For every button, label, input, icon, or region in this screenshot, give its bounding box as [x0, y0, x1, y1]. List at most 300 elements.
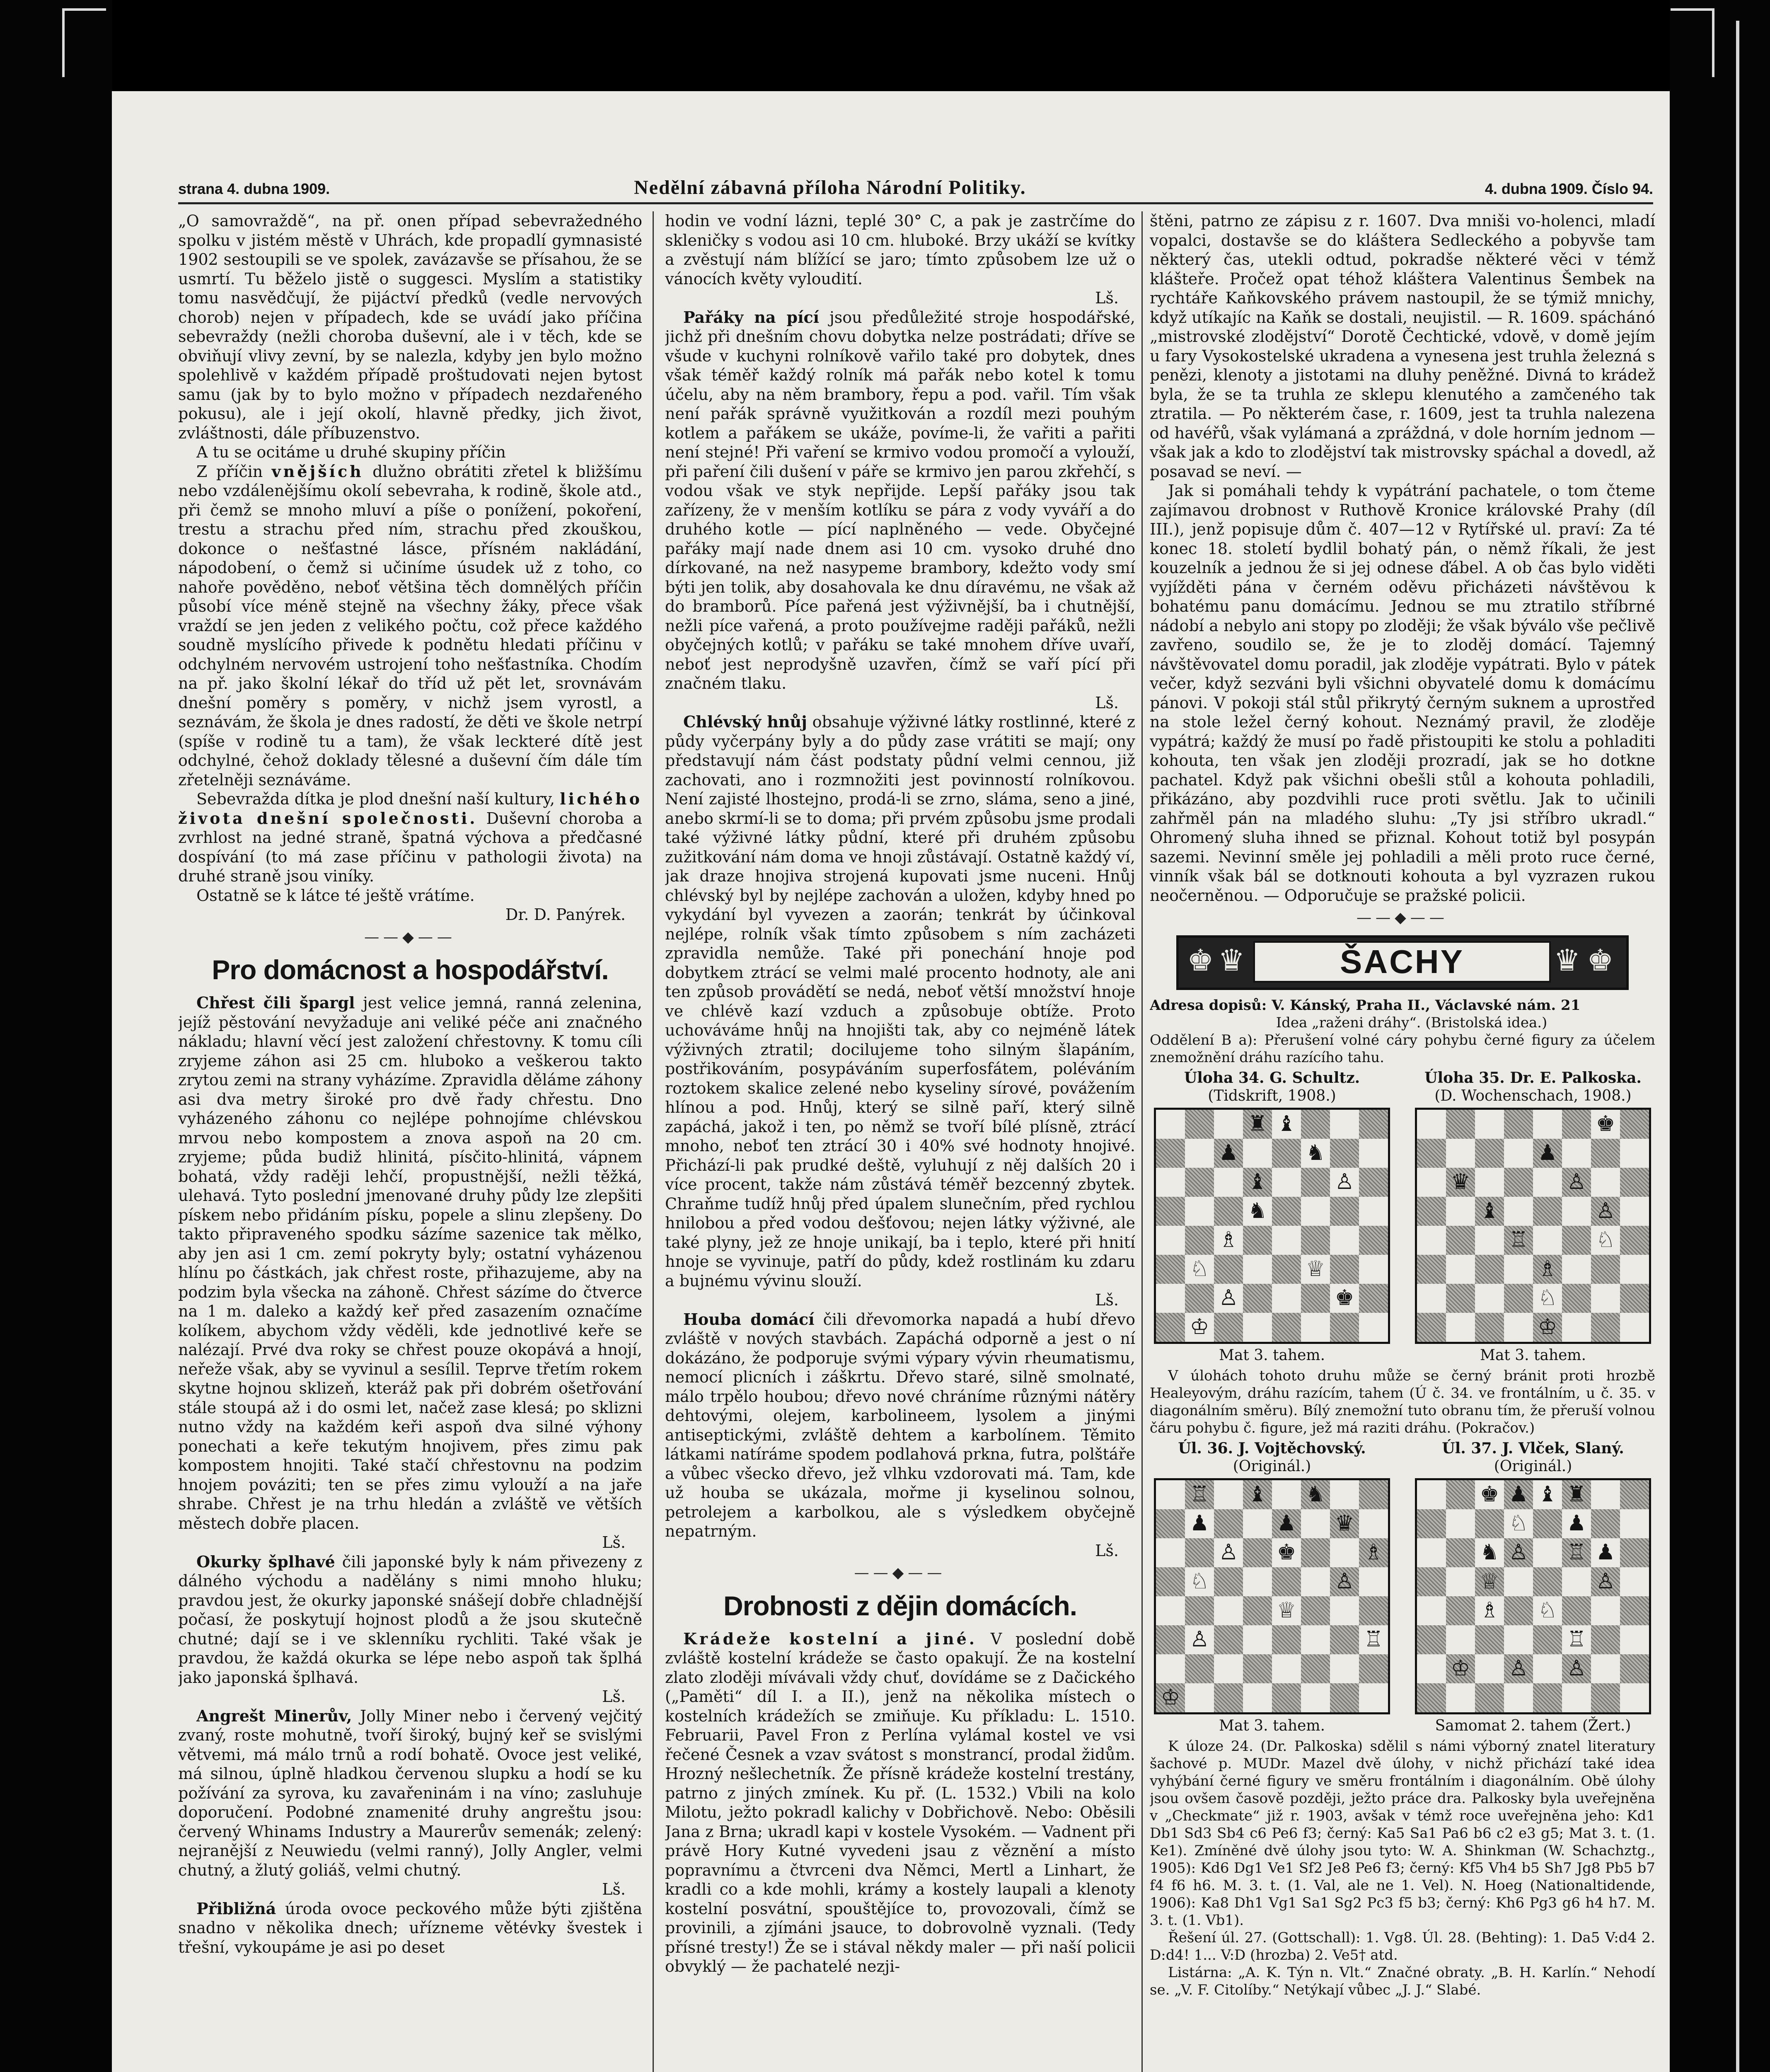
board-square [1156, 1226, 1185, 1255]
board-square [1533, 1538, 1562, 1567]
board-square [1243, 1509, 1272, 1538]
scan-border-right [1670, 0, 1770, 2072]
board-square [1214, 1255, 1243, 1284]
article-paragraph: Jak si pomáhali tehdy k vypátrání pachatele, o tom čteme zajímavou drobnost v Ruthově Kronice královské Prahy (díl III.), jenž popisuje dům č. 407—12 v Rytířské ul. praví: Za té konec 18. století bydlil bohatý pán, o němž říkali, že jest kouzelník a jednou že si jej odnese ďábel. A ob čas bylo viděti vyjížděti pána v černém oděvu přicházeti návštěvou k bohatému panu domácímu. Jednou se mu ztratilo stříbrné nádobí a nebylo ani stopy po zloději; že však býválo vše pečlivě zavřeno, soudilo se, že je to zloděj domácí. Tajemný návštěvovatel domu poradil, jak zloděje vypátrati. Bylo v pátek večer, když sezváni byli všichni obyvatelé domu k domácímu pánovi. V pokoji stál stůl přikrytý černým suknem a uprostřed na stole ležel černý kohout. Neznámý pravil, že zloděje vypátrá; každý že musí po řadě přistoupiti ke stolu a pohladiti kohouta, ten však jen zloději prozradí, jak se ho dotkne pachatel. Když pak všichni obešli stůl a kohouta pohladili, přikázáno, aby pozdvihli ruce proti světlu. Jak to učinili zahřměl pán na mladého sluhu: „Ty jsi stříbro ukradl.“ Ohromený sluha ihned se přiznal. Kohout totiž byl posypán sazemi. Nevinní směle jej pohladili a měli proto ruce černé, vinník však bál se dotknouti kohouta a byl vyzrazen rukou neočerněnou. — Odporučuje se pražské policii. [1150, 482, 1655, 905]
column-3 [1150, 211, 1655, 2072]
board-square [1156, 1139, 1185, 1168]
chess-letters: Listárna: „A. K. Týn n. Vlt.“ Značné obraty. „B. H. Karlín.“ Nehodí se. „V. F. Citolíby.“ Netýkají vůbec „J. J.“ Slabé. [1150, 1964, 1655, 1998]
board-square: ♗ [1475, 1596, 1504, 1625]
board-square [1533, 1654, 1562, 1683]
board-square [1417, 1255, 1446, 1284]
article-paragraph: Přibližná úroda ovoce peckového může býti zjištěna snadno v několika dnech; uřízneme větévky švestek i třešní, vykoupáme je asi po deset [178, 1899, 642, 1956]
article-paragraph: Z příčin vnějších dlužno obrátiti zřetel k bližšímu nebo vzdálenějšímu okolí sebevraha, k rodině, škole atd., při čemž se mnoho mluví a píše o ponížení, pokoření, trestu a strachu před ním, strachu před zkouškou, dokonce o nešťastné lásce, přísném nakládání, nápodobení, o čemž si učiníme úsudek už z toho, co nahoře pověděno, neboť většina těch domnělých příčin působí více méně stejně na všechny žáky, přece však vraždí se jen jeden z velikého počtu, což přece každého soudně myslícího přivede k podnětu hledati příčinu v odchylném nervovém ustrojení toho nešťastníka. Chodím na př. jako školní lékař do tříd už pět let, srovnávám dnešní poměry s poměry, v nichž jsem vyrostl, a seznávám, že škola je dnes radostí, že děti ve škole netrpí (spíše v rodině tu a tam), že však leckteré dítě jest odchylné, čehož doklady tělesné a duševní čím dále tím zřetelněji seznáváme. [178, 462, 642, 789]
board-square [1185, 1197, 1214, 1226]
chess-problems-top [1150, 1069, 1655, 1365]
board-square [1417, 1683, 1446, 1712]
board-square [1620, 1139, 1649, 1168]
board-square [1475, 1313, 1504, 1342]
problem-title: Úl. 37. J. Vlček, Slaný. [1442, 1439, 1624, 1457]
author-signature: Lš. [1095, 289, 1119, 307]
board-square: ♘ [1533, 1284, 1562, 1313]
board-square [1214, 1596, 1243, 1625]
board-square [1417, 1110, 1446, 1139]
board-square [1620, 1284, 1649, 1313]
board-square [1214, 1625, 1243, 1654]
author-signature: Lš. [1095, 1541, 1119, 1560]
board-square [1562, 1197, 1591, 1226]
board-square [1272, 1567, 1301, 1596]
board-square [1475, 1139, 1504, 1168]
board-square [1272, 1139, 1301, 1168]
board-square: ♜ [1243, 1110, 1272, 1139]
ornament-divider: ——◆—— [1357, 909, 1448, 926]
board-square [1301, 1226, 1330, 1255]
board-square [1504, 1567, 1533, 1596]
board-square [1185, 1596, 1214, 1625]
chess-problem [1411, 1069, 1655, 1365]
board-square [1591, 1139, 1620, 1168]
board-square: ♟ [1272, 1509, 1301, 1538]
board-square: ♖ [1359, 1625, 1388, 1654]
author-signature: Dr. D. Panýrek. [505, 905, 626, 924]
article-paragraph: štěni, patrno ze zápisu z r. 1607. Dva mniši vo-holenci, mladí vopalci, dostavše se do kláštera Sedleckého a pobyvše tam některý čas, utekli odtud, pokradše některé věci v témž klášteře. Pročež opat téhož kláštera Valentinus Šembek na rychtáře Kaňkovského právem nastoupil, že se týmiž mnichy, když utíkajíc na Kaňk se dostali, neujistil. — R. 1609. spáchánó „mistrovské zlodějství“ Dorotě Čechtické, vdově, v domě jejím u fary Vysokostelské ukradena a vynesena jest truhla železná s penězi, klenoty a jistotami na dluhy peněžné. Divná to krádež byla, že se ta truhla ze sklepu klenutého a zamčeného tak ztratila. — Po některém čase, r. 1609, jest ta truhla nalezena od havéřů, však vylámaná a zpráždná, v dole horním jednom — však jak a kdo to zlodějství tak mistrovsky spáchal a dovedl, až posavad se neví. — [1150, 212, 1655, 481]
header-left: strana 4. dubna 1909. [178, 180, 330, 197]
board-square [1185, 1284, 1214, 1313]
board-square [1562, 1596, 1591, 1625]
chess-solutions: Řešení úl. 27. (Gottschall): 1. Vg8. Úl. 28. (Behting): 1. Da5 V:d4 2. D:d4! 1... V:D (hrozba) 2. Ve5† atd. [1150, 1929, 1655, 1963]
board-square [1243, 1255, 1272, 1284]
board-square [1562, 1110, 1591, 1139]
board-square [1446, 1110, 1475, 1139]
chess-explanation: V úlohách tohoto druhu může se černý bránit proti hrozbě Healeyovým, dráhu razícím, tahem (Ú č. 34. ve frontálním, u č. 35. v diagonálním směru). Bílý znemožní tuto obranu tím, že přeruší volnou čáru pohybu č. figure, jež má raziti dráhu. (Pokračov.) [1150, 1367, 1655, 1436]
board-square [1185, 1168, 1214, 1197]
chess-address: Adresa dopisů: V. Kánský, Praha II., Václavské nám. 21 [1150, 997, 1581, 1014]
board-square [1591, 1625, 1620, 1654]
chess-section: Oddělení B a): Přerušení volné cáry pohybu černé figury za účelem znemožnění dráhu razícího tahu. [1150, 1031, 1655, 1066]
problem-caption: Mat 3. tahem. [1219, 1717, 1325, 1734]
board-square [1272, 1313, 1301, 1342]
ornament-divider: ——◆—— [364, 928, 456, 946]
board-square [1330, 1683, 1359, 1712]
board-square [1301, 1509, 1330, 1538]
board-square [1504, 1596, 1533, 1625]
board-square [1214, 1110, 1243, 1139]
board-square [1301, 1596, 1330, 1625]
author-signature: Lš. [1095, 1291, 1119, 1309]
board-square [1533, 1226, 1562, 1255]
board-square [1417, 1313, 1446, 1342]
board-square [1301, 1654, 1330, 1683]
board-square [1156, 1110, 1185, 1139]
board-square [1475, 1625, 1504, 1654]
problem-source: (Originál.) [1233, 1457, 1311, 1475]
board-square [1533, 1509, 1562, 1538]
board-square [1185, 1538, 1214, 1567]
board-square [1156, 1596, 1185, 1625]
problem-caption: Mat 3. tahem. [1480, 1346, 1586, 1364]
board-square [1214, 1654, 1243, 1683]
board-square [1417, 1284, 1446, 1313]
chess-problem [1411, 1439, 1655, 1735]
column-1 [178, 211, 642, 2072]
article-paragraph: „O samovraždě“, na př. onen případ sebevražedného spolku v jistém městě v Uhrách, kde propadlí gymnasisté 1902 sestoupili se ve spolek, zavázavše se přísahou, že se usmrtí. Tu běželo jistě o suggesci. Myslím a statistiky tomu nasvědčují, že pijáctví předků (vedle nervových chorob) nejen v případech, kde se uvádí jako příčina sebevraždy (nežli choroba duševní, ale i v těch, kde se obviňují vlivy zevní, by se nalezla, kdyby jen bylo možno spolehlivě v každém případě proštudovati nejen bytost samu (jak by to bylo možno v případech nezdařeného pokusu), ale i její okolí, hlavně předky, jich život, zvláštnosti, dále příbuzenstvo. [178, 212, 642, 442]
author-signature: Lš. [602, 1533, 626, 1552]
board-square [1446, 1567, 1475, 1596]
board-square [1533, 1625, 1562, 1654]
board-square [1330, 1625, 1359, 1654]
board-square: ♙ [1562, 1654, 1591, 1683]
board-square [1214, 1197, 1243, 1226]
column-divider [653, 211, 654, 2072]
author-signature: Lš. [602, 1880, 626, 1898]
board-square [1359, 1509, 1388, 1538]
problem-caption: Mat 3. tahem. [1219, 1346, 1325, 1364]
board-square: ♞ [1301, 1139, 1330, 1168]
board-square [1156, 1538, 1185, 1567]
board-square: ♟ [1591, 1538, 1620, 1567]
board-square [1359, 1284, 1388, 1313]
problem-source: (D. Wochenschach, 1908.) [1434, 1087, 1632, 1104]
board-square [1301, 1168, 1330, 1197]
board-square [1475, 1168, 1504, 1197]
board-square [1214, 1313, 1243, 1342]
board-square [1272, 1284, 1301, 1313]
board-square: ♗ [1533, 1255, 1562, 1284]
board-square [1446, 1226, 1475, 1255]
board-square [1417, 1567, 1446, 1596]
board-square: ♘ [1591, 1226, 1620, 1255]
board-square: ♛ [1330, 1509, 1359, 1538]
article-paragraph: Houba domácí čili dřevomorka napadá a hubí dřevo zvláště v nových stavbách. Zapáchá odporně a jest o ní dokázáno, že podporuje svými výpary vývin rheumatismu, nemocí plicních i záškrtu. Dřevo staré, silně smolnaté, málo trpělo houbou; dřevo nové chráníme různými nátěry dehtovými, olejem, karbolineem, lysolem a jinými antiseptickými, zvláště dehtem a karbolínem. Těmito látkami natíráme spodem podlahová prkna, futra, polštáře a vůbec všecko dřevo, jež vlhku vzdorovati má. Tam, kde už houba se ukázala, mořme ji kyselinou solnou, petrolejem a karbolkou, ale s výsledkem obyčejně nepatrným. [665, 1310, 1135, 1540]
board-square [1359, 1596, 1388, 1625]
board-square [1475, 1226, 1504, 1255]
board-square [1620, 1313, 1649, 1342]
board-square [1359, 1654, 1388, 1683]
board-square [1562, 1567, 1591, 1596]
newspaper-page [112, 91, 1670, 2072]
problem-source: (Originál.) [1494, 1457, 1572, 1475]
crop-mark [62, 8, 106, 77]
board-square [1562, 1313, 1591, 1342]
board-square: ♛ [1446, 1168, 1475, 1197]
board-square: ♝ [1272, 1110, 1301, 1139]
board-square [1620, 1683, 1649, 1712]
board-square [1301, 1625, 1330, 1654]
column-2 [665, 211, 1135, 2072]
chess-idea: Idea „raženi dráhy“. (Bristolská idea.) [1276, 1014, 1548, 1031]
chess-king-icon: ♚ [1587, 942, 1614, 978]
board-square: ♝ [1475, 1197, 1504, 1226]
board-square: ♞ [1475, 1538, 1504, 1567]
board-square [1417, 1625, 1446, 1654]
board-square: ♝ [1243, 1168, 1272, 1197]
board-square [1272, 1226, 1301, 1255]
board-square: ♘ [1533, 1596, 1562, 1625]
chess-problem [1150, 1069, 1394, 1365]
section-heading: Pro domácnost a hospodářství. [212, 954, 609, 985]
board-square [1620, 1567, 1649, 1596]
board-square: ♘ [1504, 1509, 1533, 1538]
chess-problem [1150, 1439, 1394, 1735]
problem-source: (Tidskrift, 1908.) [1208, 1087, 1336, 1104]
chess-banner [1176, 935, 1629, 990]
board-square: ♕ [1301, 1255, 1330, 1284]
article-paragraph: Pařáky na pící jsou předůležité stroje hospodářské, jichž při dnešním chovu dobytka nelze postrádati; dříve se všude v kuchyni rolníkově vařilo také pro dobytek, dnes však téměř každý rolník má pařák nebo kotel k tomu účelu, aby na něm brambory, řepu a pod. vařil. Tím však není pařák správně využitkován a rozdíl mezi pouhým kotlem a pařákem se ukáže, povíme-li, že vařiti a pařiti není stejné! Při vaření se krmivo vodou promočí a vylouží, při paření čili dušení v páře se krmivo jen parou zkřehčí, s vodou však ve styk nepřijde. Lepší pařáky jsou tak zařízeny, že v menším kotlíku se pára z vody vyváří a do druhého kotle — pící naplněného — vede. Obyčejné pařáky mají nade dnem asi 10 cm. vysoko druhé dno dírkované, na než nasypeme brambory, kdežto vody smí býti jen tolik, aby dosahovala ke dnu díravému, ne však až do bramborů. Píce pařená jest výživnější, ba i chutnější, nežli píce vařená, a proto používejme raději pařáků, nežli obyčejných kotlů; v pařáku se také mnohem dříve uvaří, neboť jest neprodyšně uzavřen, čímž se vaří pící při značném tlaku. [665, 307, 1135, 692]
board-square: ♙ [1214, 1538, 1243, 1567]
board-square [1591, 1683, 1620, 1712]
board-square [1272, 1255, 1301, 1284]
board-square [1446, 1683, 1475, 1712]
ornament-divider: ——◆—— [854, 1564, 946, 1581]
board-square [1330, 1654, 1359, 1683]
board-square [1446, 1255, 1475, 1284]
board-square: ♔ [1533, 1313, 1562, 1342]
page-header [178, 176, 1653, 201]
board-square [1562, 1226, 1591, 1255]
board-square: ♜ [1562, 1480, 1591, 1509]
board-square [1359, 1226, 1388, 1255]
board-square [1156, 1567, 1185, 1596]
board-square [1359, 1480, 1388, 1509]
board-square: ♔ [1185, 1313, 1214, 1342]
board-square [1359, 1313, 1388, 1342]
board-square: ♚ [1591, 1110, 1620, 1139]
scan-border-left [0, 0, 112, 2072]
board-square [1620, 1197, 1649, 1226]
board-square [1301, 1683, 1330, 1712]
board-square [1185, 1683, 1214, 1712]
board-square [1620, 1625, 1649, 1654]
problem-title: Úloha 34. G. Schultz. [1184, 1069, 1360, 1087]
board-square [1156, 1625, 1185, 1654]
board-square [1475, 1284, 1504, 1313]
board-square [1533, 1567, 1562, 1596]
board-square: ♖ [1504, 1226, 1533, 1255]
board-square [1446, 1480, 1475, 1509]
article-paragraph: Chlévský hnůj obsahuje výživné látky rostlinné, které z půdy vyčerpány byly a do půdy zase vrátiti se mají; ony představují nám část podstaty půdní velmi cennou, již zachovati, ano i rozmnožiti jest povinností rolníkovou. Není zajisté lhostejno, prodá-li se zrno, sláma, seno a jiné, anebo skrmí-li se to doma; při prvém způsobu jsme prodali také výživné látky půdní, které při druhém způsobu zužitkování nám doma ve hnoji zůstávají. Ostatně každý ví, jak draze hnojiva strojená kupovati jsme nuceni. Hnůj chlévský byl by nejlépe zachován a uložen, kdyby hned po vykydání byl vyvezen a zaorán; tenkrát by účinkoval nejlépe, rolník však tímto způsobem s ním zacházeti zpravidla nemůže. Také při ponechání hnoje pod dobytkem ztrácí se velmi malé procento hodnoty, ale ani ten způsob provádětí se nedá, neboť větší množství hnoje ve chlévě kazí vzduch a způsobuje obtíže. Proto uchováváme hnůj na hnojišti tak, aby co nejméně látek výživných ztratil; docilujeme toho silným šlapáním, postřikováním, posypáváním superfosfátem, poléváním roztokem skalice zelené nebo kyseliny sírové, povážením hlínou a pod. Hnůj, který se silně paří, který silně zapáchá, jakož i ten, po němž se tvoří bílé plísně, ztrácí mnoho, neboť ten ztrácí 30 i 40% své hodnoty hnojivé. Přichází-li pak prudké deště, vyluhují z něj dalších 20 i více procent, takže nám zůstává téměř bezcenný zbytek. Chraňme tudíž hnůj před úpalem slunečním, před rychlou hnilobou a před vodou dešťovou; nejen látky výživné, ale také plyny, jež ze hnoje unikají, ba i teplo, které při hnití hnoje se vyvinuje, patří do půdy, kdež rostlinám ku zdaru a bujnému vývinu slouží. [665, 712, 1135, 1290]
board-square [1446, 1625, 1475, 1654]
problem-caption: Samomat 2. tahem (Žert.) [1435, 1717, 1631, 1734]
board-square [1214, 1567, 1243, 1596]
section-heading: Drobnosti z dějin domácích. [723, 1590, 1077, 1621]
article-paragraph: Okurky šplhavé čili japonské byly k nám přivezeny z dálného východu a nadělány s nimi mnoho hluku; pravdou jest, že okurky japonské snášejí dobře chladnější počasí, že poskytují hojnost plodů a že jsou skutečně chutné; dají se i ve sklenníku rychliti. Také však je pravdou, že každá okurka se lépe nebo aspoň tak šplhá jako japonská šplhavá. [178, 1552, 642, 1687]
board-square: ♔ [1156, 1683, 1185, 1712]
board-square: ♖ [1562, 1538, 1591, 1567]
board-square: ♙ [1504, 1538, 1533, 1567]
board-square [1330, 1226, 1359, 1255]
board-square [1156, 1255, 1185, 1284]
board-square [1330, 1538, 1359, 1567]
board-square [1330, 1110, 1359, 1139]
board-square [1446, 1139, 1475, 1168]
chess-queen-icon: ♛ [1218, 942, 1245, 978]
board-square [1301, 1538, 1330, 1567]
board-square [1330, 1255, 1359, 1284]
column-divider [1141, 211, 1143, 2072]
board-square [1156, 1509, 1185, 1538]
board-square [1417, 1654, 1446, 1683]
board-square: ♟ [1504, 1480, 1533, 1509]
board-square [1446, 1313, 1475, 1342]
board-square [1243, 1139, 1272, 1168]
board-square [1591, 1168, 1620, 1197]
board-square [1475, 1255, 1504, 1284]
chess-problems-bottom [1150, 1439, 1655, 1735]
board-square: ♙ [1591, 1567, 1620, 1596]
board-square [1504, 1255, 1533, 1284]
board-square [1446, 1538, 1475, 1567]
board-square [1243, 1226, 1272, 1255]
board-square [1272, 1654, 1301, 1683]
board-square [1504, 1683, 1533, 1712]
board-square: ♕ [1272, 1596, 1301, 1625]
board-square: ♙ [1330, 1168, 1359, 1197]
board-square [1156, 1480, 1185, 1509]
board-square [1504, 1110, 1533, 1139]
board-square [1475, 1110, 1504, 1139]
board-square: ♘ [1185, 1255, 1214, 1284]
article-paragraph: Krádeže kostelní a jiné. V poslední době zvláště kostelní krádeže se často opakují. Že na kostelní zlato zloději mívávali vždy chuť, dovídáme se z Dačického („Paměti“ díl I. a II.), jenž na několika místech o kostelních krádežích se zmiňuje. Ku příkladu: L. 1510. Februarii, Pavel Fron z Perlína vylámal kostel ve vsi řečené Česnek a vzav svátost s monstrancí, prodal židům. Hrozný nešlechetník. Že přísně krádeže kostelní trestány, patrno z jiných zmínek. Ku př. (L. 1532.) Vbili na kolo Milotu, ježto pokradl kalichy v Dobřichově. Nebo: Oběsili Jana z Brna; ukradl kapi v kostele Vysokém. — Vadnent při právě Hory Kutné vyvedeni jsau z věznění a místo popravnímu a čtvrceni dva Němci, Mertl a Linhart, že kradli co a kde mohli, krámy a kostely laupali a klenoty kostelní posvátní, spouštějíce to, provozovali, čímž se provinili, a zjímáni jsauce, to dobrovolně vyznali. (Tedy přísné tresty!) Že se i stával někdy maler — při naší policii obvyklý — že pachatelé nezji- [665, 1629, 1135, 1975]
board-square: ♙ [1562, 1168, 1591, 1197]
board-square [1417, 1139, 1446, 1168]
board-square [1446, 1284, 1475, 1313]
board-square [1446, 1197, 1475, 1226]
board-square [1156, 1168, 1185, 1197]
board-square: ♙ [1504, 1654, 1533, 1683]
board-square [1214, 1480, 1243, 1509]
board-square [1301, 1110, 1330, 1139]
board-square: ♙ [1214, 1284, 1243, 1313]
chess-title: ŠACHY [1253, 941, 1551, 983]
board-square [1620, 1654, 1649, 1683]
board-square [1330, 1313, 1359, 1342]
board-square [1620, 1226, 1649, 1255]
board-square [1620, 1110, 1649, 1139]
board-square [1475, 1509, 1504, 1538]
board-square: ♟ [1185, 1509, 1214, 1538]
board-square [1359, 1139, 1388, 1168]
board-square: ♟ [1214, 1139, 1243, 1168]
board-square: ♞ [1243, 1197, 1272, 1226]
board-square [1417, 1226, 1446, 1255]
board-square: ♚ [1330, 1284, 1359, 1313]
board-square [1272, 1625, 1301, 1654]
board-square [1591, 1509, 1620, 1538]
board-square [1591, 1596, 1620, 1625]
board-square [1446, 1596, 1475, 1625]
board-square [1591, 1654, 1620, 1683]
board-square: ♗ [1214, 1226, 1243, 1255]
board-square [1620, 1596, 1649, 1625]
problem-title: Úloha 35. Dr. E. Palkoska. [1424, 1069, 1642, 1087]
board-square [1591, 1313, 1620, 1342]
board-square [1185, 1110, 1214, 1139]
board-square [1359, 1255, 1388, 1284]
board-square [1533, 1197, 1562, 1226]
header-rule [178, 202, 1653, 204]
board-square: ♗ [1359, 1538, 1388, 1567]
article-paragraph: Sebevražda dítka je plod dnešní naší kultury, lichého života dnešní společnosti. Duševní choroba a zvrhlost na jedné straně, špatná výchova a předčasné dospívání (to má zase příčinu v pathologii života) na druhé straně jsou viníky. [178, 789, 642, 885]
board-square [1243, 1596, 1272, 1625]
chess-notes: K úloze 24. (Dr. Palkoska) sdělil s námi výborný znatel literatury šachové p. MUDr. Mazel dvě úlohy, v nichž přichází také idea vyhýbání černé figury ve směru frontálním i diagonálním. Obě úlohy jsou ovšem časově později, ježto práce dra. Palkosky byla uveřejněna v „Checkmate“ již r. 1903, avšak v témž roce uveřejněna jeho: Kd1 Db1 Sd3 Sb4 c6 Pe6 f3; černý: Ka5 Sa1 Pa6 b6 c2 e3 g5; Mat 3. t. (1. Ke1). Zmíněné dvě úlohy jsou tyto: W. A. Shinkman (W. Schachztg., 1905): Kd6 Dg1 Ve1 Sf2 Je8 Pe6 f3; černý: Kf5 Vh4 b5 Sh7 Jg8 Pb5 b7 f4 f6 h6. M. 3. t. (1. Val, ale ne 1. Vel). N. Hoeg (Nationaltidende, 1906): Ka8 Dh1 Vg1 Sa1 Sg2 Pc3 f5 b3; černý: Kh6 Pg3 g6 h4 h7. M. 3. t. (1. Vb1). [1150, 1738, 1655, 1929]
article-paragraph: A tu se ocitáme u druhé skupiny příčin [196, 443, 506, 461]
board-square [1330, 1596, 1359, 1625]
board-square [1620, 1538, 1649, 1567]
board-square [1156, 1313, 1185, 1342]
board-square [1417, 1509, 1446, 1538]
board-square [1504, 1284, 1533, 1313]
chess-board [1415, 1108, 1651, 1344]
board-square [1243, 1567, 1272, 1596]
article-paragraph: hodin ve vodní lázni, teplé 30° C, a pak je zastrčíme do skleničky s vodou asi 10 cm. hluboké. Brzy ukáží se kvítky a zvěstují nám blížící se jaro; tímto způsobem lze už o vánocích květy vyloudití. [665, 212, 1135, 288]
board-square: ♟ [1562, 1509, 1591, 1538]
board-square [1359, 1197, 1388, 1226]
scan-edge-line [1736, 21, 1739, 2072]
board-square [1446, 1509, 1475, 1538]
board-square [1243, 1538, 1272, 1567]
board-square [1243, 1313, 1272, 1342]
board-square [1330, 1480, 1359, 1509]
board-square [1475, 1683, 1504, 1712]
board-square [1301, 1284, 1330, 1313]
article-paragraph: Chřest čili špargl jest velice jemná, ranná zelenina, jejíž pěstování nevyžaduje ani veliké péče ani značného nákladu; hlavní věcí jest založení chřestovny. K tomu cíli zryjeme záhon asi 25 cm. hluboko a veškerou takto zrytou zemi na strany vyházíme. Zpravidla děláme záhony asi dva metry široké pro dvě řady chřestu. Dno vyházeného záhonu co nejlépe pohnojíme chlévskou mrvou nebo kompostem a znova aspoň na 20 cm. zryjeme; půda budiž hlinitá, písčito-hlinitá, vápnem bohatá, vždy raději lehčí, propustnější, nežli těžká, ulehavá. Tyto poslední jmenované druhy půdy lze zlepšiti pískem nebo přidáním písku, popele a slinu zlepšeny. Do takto připraveného spodku sázíme sazenice tak mělko, aby jen asi 1 cm. zemí pokryty byly; ostatní vyházenou hlínu po částkách, jak chřest roste, přihazujeme, aby na podzim byla všecka na záhoně. Chřest sázíme do čtverce na 1 m. daleko a každý keř před zasazením označíme kolíkem, abychom vždy věděli, kde jednotlivé keře se nalézají. Prvé dva roky se chřest pouze okopává a hnojí, neřeže však, aby se vyvinul a sesílil. Teprve třetím rokem skytne hojnou sklizeň, kteráž pak při dobrém ošetřování stále stoupá až i do osmi let, načež zase klesá; po sklizni nutno vždy na každém keři aspoň dva silné výhony ponechati a keře tekutým hnojivem, přes zimu pak kompostem hnojiti. Také stačí chřestovnu na podzim hnojem pováziti; ten se přes zimu vylouží a na jaře shrabe. Chřest je na trhu hledán a zvláště ve větších městech dobře placen. [178, 993, 642, 1532]
board-square: ♖ [1562, 1625, 1591, 1654]
board-square [1185, 1226, 1214, 1255]
board-square [1359, 1110, 1388, 1139]
author-signature: Lš. [1095, 693, 1119, 712]
board-square [1272, 1683, 1301, 1712]
board-square [1504, 1197, 1533, 1226]
board-square [1504, 1625, 1533, 1654]
board-square [1533, 1683, 1562, 1712]
board-square [1533, 1110, 1562, 1139]
board-square: ♖ [1185, 1480, 1214, 1509]
article-paragraph: Ostatně se k látce té ještě vrátíme. [196, 886, 475, 905]
board-square [1504, 1168, 1533, 1197]
board-square [1185, 1654, 1214, 1683]
board-square [1620, 1168, 1649, 1197]
board-square [1591, 1284, 1620, 1313]
chess-queen-icon: ♛ [1554, 942, 1581, 978]
board-square [1620, 1255, 1649, 1284]
chess-king-icon: ♚ [1187, 942, 1214, 978]
board-square [1620, 1509, 1649, 1538]
board-square [1562, 1284, 1591, 1313]
board-square: ♘ [1185, 1567, 1214, 1596]
board-square: ♙ [1185, 1625, 1214, 1654]
board-square [1243, 1683, 1272, 1712]
board-square [1562, 1255, 1591, 1284]
board-square [1504, 1313, 1533, 1342]
board-square [1214, 1509, 1243, 1538]
board-square: ♝ [1533, 1480, 1562, 1509]
board-square [1301, 1567, 1330, 1596]
board-square [1417, 1538, 1446, 1567]
board-square [1272, 1168, 1301, 1197]
problem-title: Úl. 36. J. Vojtěchovský. [1178, 1439, 1366, 1457]
board-square [1214, 1168, 1243, 1197]
board-square [1330, 1197, 1359, 1226]
board-square [1562, 1139, 1591, 1168]
board-square [1301, 1197, 1330, 1226]
article-paragraph: Angrešt Minerův, Jolly Miner nebo i červený vejčitý zvaný, roste mohutně, tvoří široký, bujný keř se svislými větvemi, má málo trnů a rodí bohatě. Ovoce jest veliké, má silnou, úplně hladkou červenou slupku a hodí se ku požívání za syrova, ku zavařeninám i na víno; zasluhuje doporučení. Podobné znamenité druhy angreštu jsou: červený Whinams Industry a Maurerův semenák; zelený: nejranější z Neuwiedu (velmi ranný), Jolly Angler, velmi chutný, a žlutý goliáš, velmi chutný. [178, 1706, 642, 1879]
board-square: ♙ [1330, 1567, 1359, 1596]
board-square [1301, 1313, 1330, 1342]
board-square [1185, 1139, 1214, 1168]
board-square [1620, 1480, 1649, 1509]
board-square [1243, 1284, 1272, 1313]
board-square: ♞ [1301, 1480, 1330, 1509]
